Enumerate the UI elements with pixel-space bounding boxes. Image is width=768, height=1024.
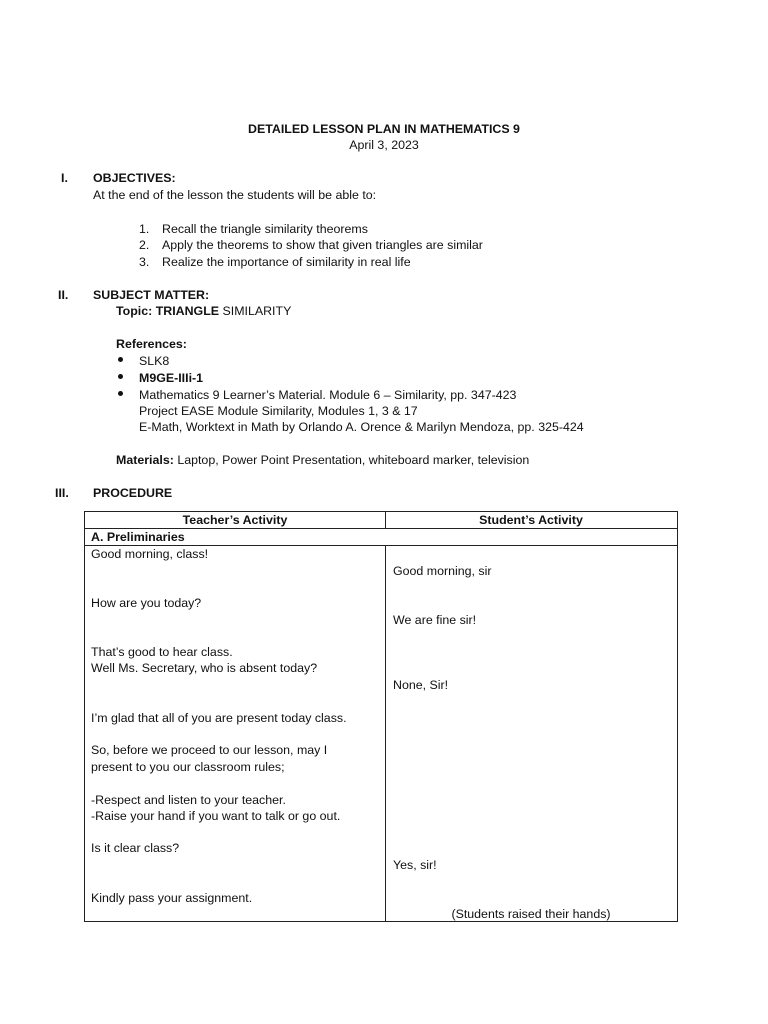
document-title: DETAILED LESSON PLAN IN MATHEMATICS 9 (248, 122, 520, 136)
bullet-icon (118, 391, 123, 396)
section-numeral-objectives: I. (61, 171, 68, 185)
reference-item-continued: E-Math, Worktext in Math by Orlando A. Orence & Marilyn Mendoza, pp. 325-424 (139, 420, 584, 434)
teacher-line: Well Ms. Secretary, who is absent today? (91, 661, 318, 675)
teacher-line: So, before we proceed to our lesson, may I (91, 743, 328, 757)
student-line: Good morning, sir (393, 564, 492, 578)
topic-label: Topic: (116, 304, 153, 318)
bullet-icon (118, 374, 123, 379)
reference-item-continued: Project EASE Module Similarity, Modules 1, 3 & 17 (139, 404, 418, 418)
topic-rest: SIMILARITY (222, 304, 292, 318)
materials-value: Laptop, Power Point Presentation, whiteboard marker, television (177, 453, 530, 467)
section-heading-subject-matter: SUBJECT MATTER: (93, 288, 210, 302)
section-row-preliminaries: A. Preliminaries (91, 530, 185, 544)
student-line: Yes, sir! (393, 858, 437, 872)
teacher-line: I’m glad that all of you are present today class. (91, 711, 347, 725)
references-label: References: (116, 337, 187, 351)
objective-item: Realize the importance of similarity in real life (162, 255, 411, 269)
topic-line (116, 303, 291, 319)
materials-label: Materials: (116, 453, 174, 467)
teacher-line: Is it clear class? (91, 841, 180, 855)
section-numeral-procedure: III. (55, 486, 69, 500)
student-line: None, Sir! (393, 678, 449, 692)
objective-number: 3. (139, 255, 150, 269)
objective-item: Apply the theorems to show that given triangles are similar (162, 238, 483, 252)
teacher-line: Kindly pass your assignment. (91, 891, 253, 905)
reference-item: Mathematics 9 Learner’s Material. Module 6 – Similarity, pp. 347-423 (139, 388, 517, 402)
bullet-icon (118, 357, 123, 362)
reference-item: SLK8 (139, 354, 170, 368)
section-numeral-subject-matter: II. (58, 288, 69, 302)
teacher-line: -Respect and listen to your teacher. (91, 793, 286, 807)
materials-line (116, 452, 529, 468)
objectives-intro: At the end of the lesson the students will be able to: (93, 188, 377, 202)
student-line: (Students raised their hands) (451, 907, 611, 921)
teacher-line: That’s good to hear class. (91, 645, 233, 659)
procedure-table (84, 511, 678, 922)
teacher-line: How are you today? (91, 596, 202, 610)
reference-item: M9GE-IIIi-1 (139, 371, 204, 385)
objective-number: 2. (139, 238, 150, 252)
teacher-line: Good morning, class! (91, 547, 209, 561)
teacher-line: present to you our classroom rules; (91, 760, 285, 774)
topic-bold-word: TRIANGLE (155, 304, 220, 318)
teacher-line: -Raise your hand if you want to talk or go out. (91, 809, 341, 823)
column-header-teacher: Teacher’s Activity (182, 513, 288, 527)
objective-number: 1. (139, 222, 150, 236)
student-line: We are fine sir! (393, 613, 477, 627)
section-heading-objectives: OBJECTIVES: (93, 171, 176, 185)
document-date: April 3, 2023 (349, 138, 419, 152)
section-heading-procedure: PROCEDURE (93, 486, 173, 500)
column-header-student: Student’s Activity (479, 513, 583, 527)
objective-item: Recall the triangle similarity theorems (162, 222, 368, 236)
table-column-divider (385, 545, 386, 921)
